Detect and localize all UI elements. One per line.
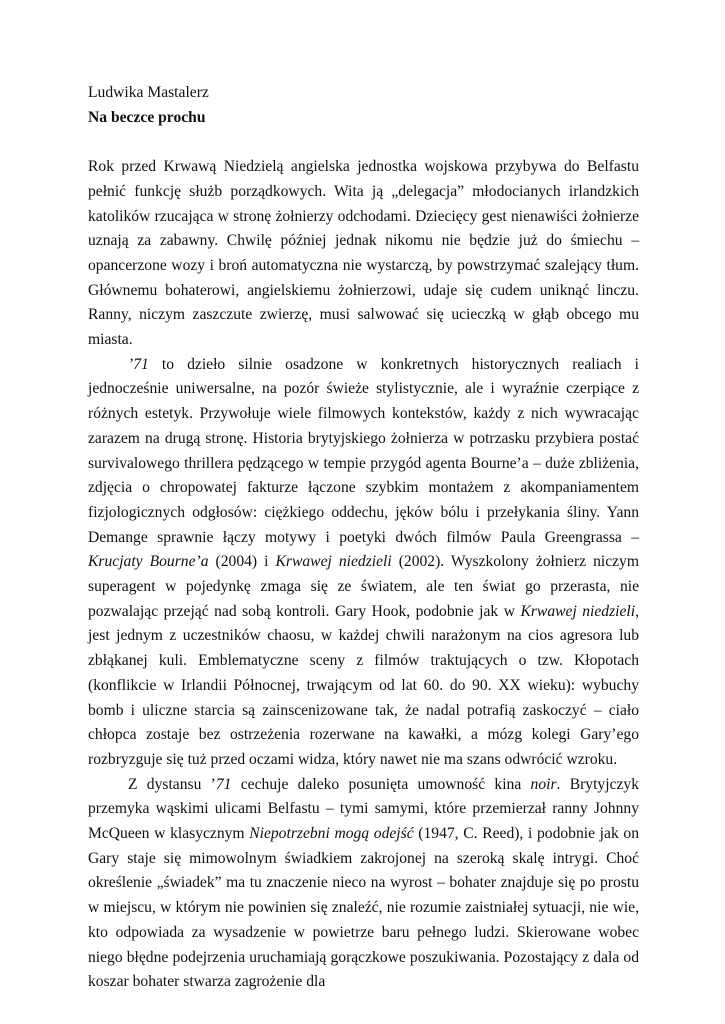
document-page xyxy=(88,81,639,995)
film-title-71-b: 71 xyxy=(215,775,232,793)
paragraph-2-text-c: (2002). Wyszkolony żołnierz niczym superagent w pojedynkę zmaga się ze światem, ale ten świat go przerasta, nie pozwalając przejąć nad sobą kontroli. Gary Hook, podobnie jak w xyxy=(88,553,639,620)
paragraph-3-text-c: . Brytyjczyk przemyka wąskimi ulicami Belfastu – tymi samymi, które przemierzał ranny Johnny McQueen w klasycznym xyxy=(88,775,640,843)
film-title-bloody-sunday-2: Krwawej niedzieli xyxy=(520,602,636,620)
title-spacer xyxy=(88,130,639,155)
paragraph-3-text-a: Z dystansu ’ xyxy=(128,775,216,793)
film-title-bourne: Krucjaty Bourne’a xyxy=(88,553,209,571)
paragraph-3-text-b: cechuje daleko posunięta umowność kina xyxy=(231,775,531,793)
film-title-71: ’71 xyxy=(128,355,149,373)
genre-noir: noir xyxy=(530,775,557,793)
paragraph-3 xyxy=(88,773,639,995)
paragraph-2-text-a: to dzieło silnie osadzone w konkretnych historycznych realiach i jednocześnie uniwersalne, na pozór świeże stylistycznie, ale i wyraźnie czerpiące z różnych estetyk. Przywołuje wiele filmowych kontekstów, każdy z nich wywracając zarazem na drugą stronę. Historia brytyjskiego żołnierza w potrzasku przybiera postać survivalowego thrillera pędzącego w tempie przygód agenta Bourne’a – duże zbliżenia, zdjęcia o chropowatej fakturze łączone szybkim montażem z akompaniamentem fizjologicznych odgłosów: ciężkiego oddechu, jęków bólu i przełykania śliny. Yann Demange sprawnie łączy motywy i poetyki dwóch filmów Paula Greengrassa – xyxy=(88,355,639,546)
paragraph-1-text: Rok przed Krwawą Niedzielą angielska jednostka wojskowa przybywa do Belfastu pełnić funkcję służb porządkowych. Wita ją „delegacja” młodocianych irlandzkich katolików rzucająca w stronę żołnierzy odchodami. Dziecięcy gest nienawiści żołnierze uznają za zabawny. Chwilę później jednak nikomu nie będzie już do śmiechu – opancerzone wozy i broń automatyczna nie wystarczą, by powstrzymać szalejący tłum. Głównemu bohaterowi, angielskiemu żołnierzowi, udaje się cudem uniknąć linczu. Ranny, niczym zaszczute zwierzę, musi salwować się ucieczką w głąb obcego mu miasta. xyxy=(88,158,639,349)
article-title: Na beczce prochu xyxy=(88,108,206,126)
paragraph-2 xyxy=(88,353,639,773)
film-title-bloody-sunday: Krwawej niedzieli xyxy=(275,553,392,571)
paragraph-3-text-d: (1947, C. Reed), i podobnie jak on Gary staje się mimowolnym świadkiem zakrojonej na szeroką skalę intrygi. Choć określenie „świadek” ma tu znaczenie nieco na wyrost – bohater znajduje się po prostu w miejscu, w którym nie powinien się znaleźć, nie rozumie zaistniałej sytuacji, nie wie, kto odpowiada za wysadzenie w powietrze baru pełnego ludzi. Skierowane wobec niego błędne podejrzenia uruchamiają gorączkowe poszukiwania. Pozostający z dala od koszar bohater stwarza zagrożenie dla xyxy=(88,825,639,991)
paragraph-2-text-b: (2004) i xyxy=(208,553,276,571)
paragraph-1 xyxy=(88,155,639,353)
author-name: Ludwika Mastalerz xyxy=(88,84,209,101)
paragraph-2-text-d: , jest jednym z uczestników chaosu, w każdej chwili narażonym na cios agresora lub zbłąkanej kuli. Emblematyczne sceny z filmów traktujących o tzw. Kłopotach (konflikcie w Irlandii Północnej, trwającym od lat 60. do 90. XX wieku): wybuchy bomb i uliczne starcia są zainscenizowane tak, że nadal potrafią zaskoczyć – ciało chłopca zostaje bez ostrzeżenia rozerwane na kawałki, a mózg kolegi Gary’ego rozbryzguje się tuż przed oczami widza, który nawet nie ma szans odwrócić wzroku. xyxy=(88,602,640,768)
film-title-odd-man-out: Niepotrzebni mogą odejść xyxy=(249,825,414,843)
